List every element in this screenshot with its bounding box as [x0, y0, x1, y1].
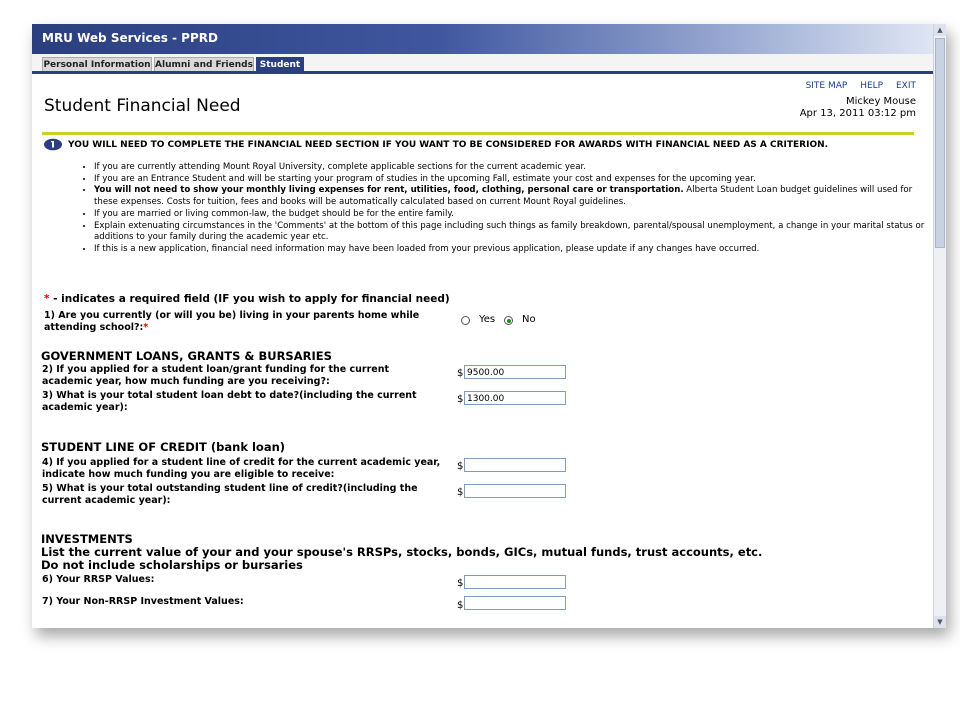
- question-4-label: 4) If you applied for a student line of credit for the current academic year, indicate how much funding you are eligible to receive:: [42, 457, 441, 480]
- tab-student[interactable]: Student: [256, 57, 304, 71]
- page-title: Student Financial Need: [44, 96, 241, 116]
- datetime: Apr 13, 2011 03:12 pm: [799, 108, 916, 119]
- instruction-list: [78, 162, 934, 256]
- question-1-text: 1) Are you currently (or will you be) living in your parents home while attending school?:: [44, 310, 420, 333]
- currency-symbol: $: [457, 394, 464, 405]
- exit-link[interactable]: EXIT: [895, 81, 916, 91]
- help-link[interactable]: HELP: [860, 81, 884, 91]
- investments-description: List the current value of your and your spouse's RRSPs, stocks, bonds, GICs, mutual funds, trust accounts, etc.: [41, 545, 763, 559]
- question-6-label: 6) Your RRSP Values:: [42, 574, 155, 585]
- currency-symbol: $: [457, 600, 464, 611]
- currency-symbol: $: [457, 578, 464, 589]
- list-item-text: Alberta Student Loan budget guidelines will used for these expenses. Costs for tuition, fees and books will be automatically calculated based on current Mount Royal guidelines.: [94, 185, 913, 208]
- user-info: [800, 96, 916, 120]
- scrollbar-thumb[interactable]: [935, 38, 945, 248]
- site-map-link[interactable]: SITE MAP: [805, 81, 848, 91]
- currency-symbol: $: [457, 461, 464, 472]
- top-links: [796, 81, 916, 91]
- section-line-of-credit: STUDENT LINE OF CREDIT (bank loan): [41, 440, 286, 454]
- tab-personal-information[interactable]: Personal Information: [42, 57, 152, 71]
- financial-need-notice: YOU WILL NEED TO COMPLETE THE FINANCIAL NEED SECTION IF YOU WANT TO BE CONSIDERED FOR AWARDS WITH FINANCIAL NEED AS A CRITERION.: [68, 140, 829, 150]
- rrsp-values-input[interactable]: [464, 575, 566, 589]
- list-item: • Explain extenuating circumstances in the 'Comments' at the bottom of this page including such things as family breakdown, parental/spousal unemployment, a change in your marital status or additions to your family during the academic year etc.: [94, 221, 934, 244]
- radio-yes[interactable]: [461, 316, 470, 325]
- list-item: • If you are an Entrance Student and will be starting your program of studies in the upcoming Fall, estimate your cost and expenses for the upcoming year.: [94, 174, 934, 186]
- tab-alumni-and-friends[interactable]: Alumni and Friends: [154, 57, 254, 71]
- browser-window: [32, 24, 946, 628]
- radio-yes-label: Yes: [479, 314, 496, 325]
- required-star: *: [143, 321, 149, 333]
- app-title: MRU Web Services - PPRD: [42, 31, 218, 45]
- currency-symbol: $: [457, 368, 464, 379]
- question-3-label: 3) What is your total student loan debt to date?(including the current academic year):: [42, 390, 417, 413]
- student-loan-debt-input[interactable]: 1300.00: [464, 391, 566, 405]
- section-divider: [42, 132, 914, 135]
- question-7-label: 7) Your Non-RRSP Investment Values:: [42, 596, 244, 607]
- required-note-text: - indicates a required field (IF you wish to apply for financial need): [49, 293, 450, 305]
- investments-exclusion-note: Do not include scholarships or bursaries: [41, 558, 303, 572]
- non-rrsp-investment-input[interactable]: [464, 596, 566, 610]
- list-item: [94, 185, 934, 208]
- scroll-up-arrow-icon[interactable]: ▲: [934, 24, 946, 36]
- radio-no[interactable]: [504, 316, 513, 325]
- scroll-down-arrow-icon[interactable]: ▼: [934, 616, 946, 628]
- list-item: • If you are currently attending Mount Royal University, complete applicable sections for the current academic year.: [94, 162, 934, 174]
- vertical-scrollbar[interactable]: [933, 24, 946, 628]
- emphasis-text: You will not need to show your monthly living expenses for rent, utilities, food, clothing, personal care or transportation.: [94, 185, 684, 196]
- list-item: • If you are married or living common-law, the budget should be for the entire family.: [94, 209, 934, 221]
- question-5-label: 5) What is your total outstanding student line of credit?(including the current academic year):: [42, 483, 418, 506]
- app-title-bar: [32, 24, 934, 54]
- section-government-loans: GOVERNMENT LOANS, GRANTS & BURSARIES: [41, 349, 332, 363]
- tab-bar: [32, 54, 934, 74]
- line-of-credit-funding-input[interactable]: [464, 458, 566, 472]
- radio-no-label: No: [522, 314, 536, 325]
- currency-symbol: $: [457, 487, 464, 498]
- section-investments-title: INVESTMENTS: [41, 532, 133, 546]
- line-of-credit-outstanding-input[interactable]: [464, 484, 566, 498]
- info-icon: [43, 138, 63, 151]
- student-loan-funding-input[interactable]: 9500.00: [464, 365, 566, 379]
- required-field-note: [44, 293, 450, 305]
- user-name: Mickey Mouse: [845, 96, 916, 107]
- list-item: • If this is a new application, financial need information may have been loaded from your previous application, please update if any changes have occurred.: [94, 244, 934, 256]
- question-1-label: [44, 310, 444, 333]
- question-2-label: 2) If you applied for a student loan/grant funding for the current academic year, how much funding are you receiving?:: [42, 364, 390, 387]
- required-star: *: [44, 293, 50, 305]
